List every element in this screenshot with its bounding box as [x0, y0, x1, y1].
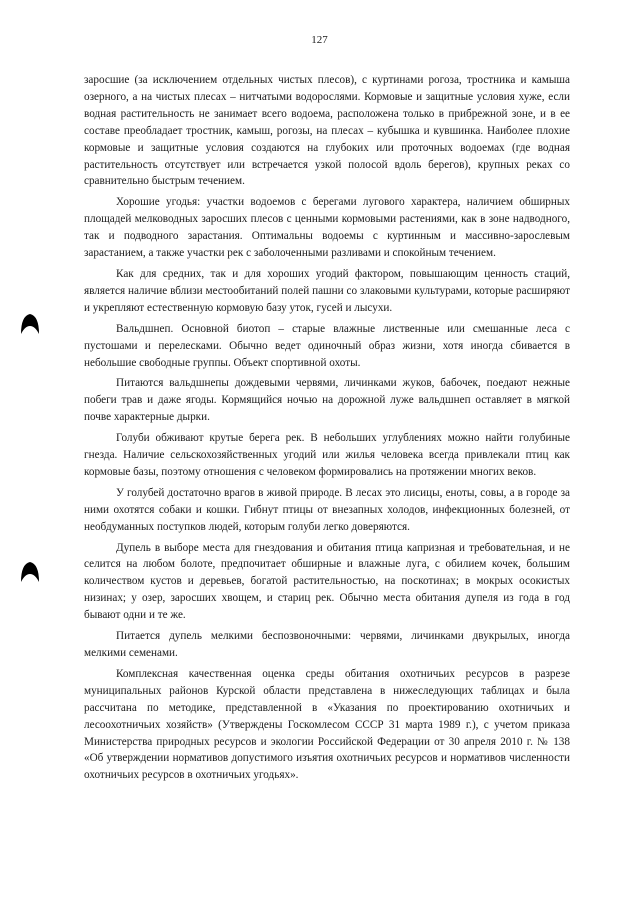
- paragraph: У голубей достаточно врагов в живой природе. В лесах это лисицы, еноты, совы, а в городе за ними охотятся собаки и кошки. Гибнут птицы от внезапных холодов, инфекционных болезней, от необдуманных поступков людей, которым голуби легко доверяются.: [84, 486, 570, 533]
- paragraph: заросшие (за исключением отдельных чистых плесов), с куртинами рогоза, тростника и камыша озерного, а на чистых плесах – нитчатыми водорослями. Кормовые и защитные условия хуже, если водная растительность не занимает всего водоема, расположена только в прибрежной зоне, и в ее составе преобладает тростник, камыш, рогозы, на плесах – кубышка и кувшинка. Наиболее плохие кормовые и защитные условия создаются на глубоких или проточных водоемах (где водная растительность отсутствует или встречается узкой полосой вдоль берегов), крупных реках со сравнительно быстрым течением.: [84, 74, 570, 188]
- paragraph: Питаются вальдшнепы дождевыми червями, личинками жуков, бабочек, поедают нежные побеги трав и даже ягоды. Кормящийся ночью на дорожной луже вальдшнеп оставляет в мягкой почве характерные дырки.: [84, 377, 570, 424]
- paragraph: Комплексная качественная оценка среды обитания охотничьих ресурсов в разрезе муниципальных районов Курской области представлена в нижеследующих таблицах и была рассчитана по методике, представленной в «Указания по проектированию охотничьих и лесоохотничьих хозяйств» (Утверждены Госкомлесом СССР 31 марта 1989 г.), с учетом приказа Министерства природных ресурсов и экологии Российской Федерации от 30 апреля 2010 г. № 138 «Об утверждении нормативов допустимого изъятия охотничьих ресурсов и нормативов численности охотничьих ресурсов в охотничьих угодьях».: [84, 667, 570, 782]
- body-text: [84, 72, 570, 788]
- paragraph: Дупель в выборе места для гнездования и обитания птица капризная и требовательная, и не селится на любом болоте, предпочитает обширные и влажные луга, с обилием кочек, большим количеством кустов и деревьев, богатой растительностью, на поскотинах; в мокрых осокистых низинах; у озер, заросших хвощем, и стариц рек. Обычно места обитания дупеля из года в год бывают одни и те же.: [84, 541, 570, 622]
- paragraph: Питается дупель мелкими беспозвоночными: червями, личинками двукрылых, иногда мелкими семенами.: [84, 630, 570, 659]
- paragraph: Вальдшнеп. Основной биотоп – старые влажные лиственные или смешанные леса с пустошами и перелесками. Обычно ведет одиночный образ жизни, хотя иногда сбивается в небольшие свободные группы. Объект спортивной охоты.: [84, 322, 570, 369]
- punch-hole-icon: [20, 560, 40, 584]
- paragraph: Голуби обживают крутые берега рек. В небольших углублениях можно найти голубиные гнезда. Наличие сельскохозяйственных угодий или жилья человека всегда привлекали птиц как кормовые базы, поэтому отношения с человеком формировались на протяжении многих веков.: [84, 432, 570, 478]
- page-number: 127: [311, 34, 328, 46]
- paragraph: Хорошие угодья: участки водоемов с берегами лугового характера, наличием обширных площадей мелководных заросших плесов с ценными кормовыми растениями, как в зоне надводного, так и подводного зарастания. Оптимальны водоемы с куртинным и массивно-зарослевым зарастанием, а также участки рек с заболоченными разливами и спокойным течением.: [84, 196, 570, 260]
- punch-hole-icon: [20, 312, 40, 336]
- paragraph: Как для средних, так и для хороших угодий фактором, повышающим ценность стаций, является наличие вблизи местообитаний полей пашни со злаковыми культурами, которые расширяют и укрепляют естественную кормовую базу уток, гусей и лысухи.: [84, 267, 570, 314]
